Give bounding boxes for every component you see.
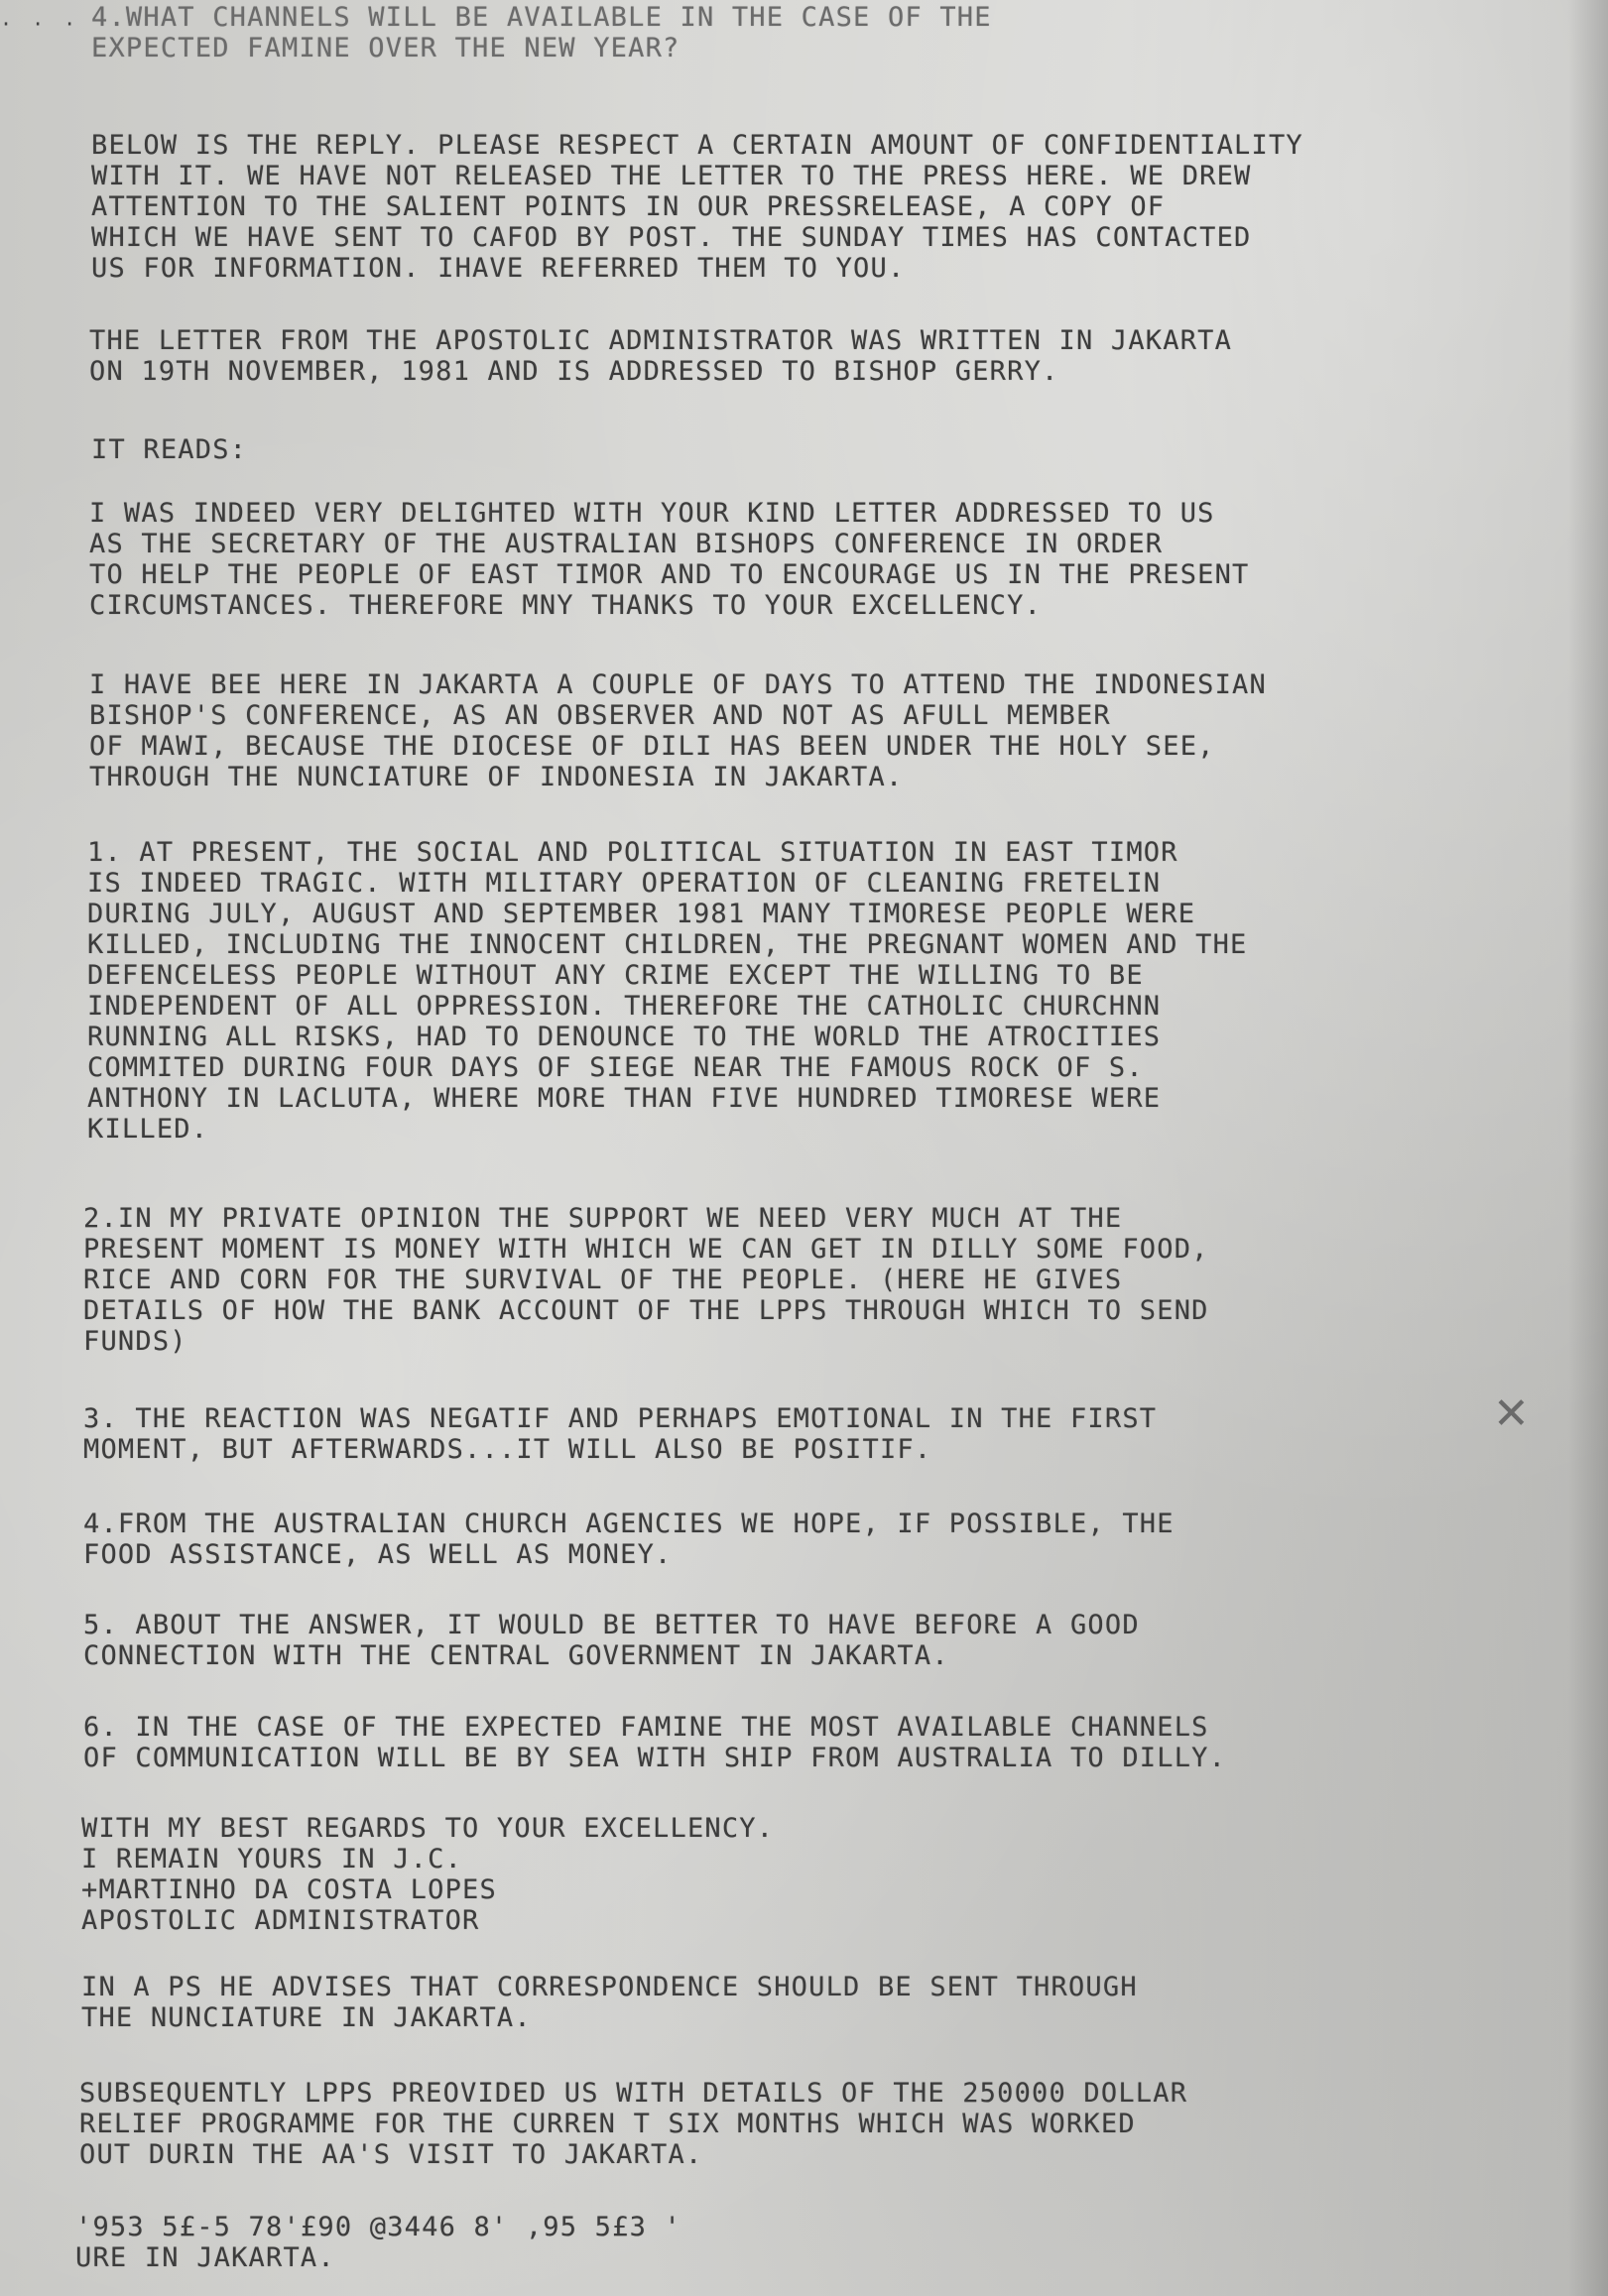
ps-paragraph: IN A PS HE ADVISES THAT CORRESPONDENCE SHOULD BE SENT THROUGH THE NUNCIATURE IN JAKARTA. xyxy=(81,1972,1138,2033)
it-reads-label: IT READS: xyxy=(91,434,248,465)
margin-dots: · · · xyxy=(0,12,80,36)
point-5-paragraph: 5. ABOUT THE ANSWER, IT WOULD BE BETTER TO HAVE BEFORE A GOOD CONNECTION WITH THE CENTRAL GOVERNMENT IN JAKARTA. xyxy=(83,1610,1140,1671)
signoff-block: WITH MY BEST REGARDS TO YOUR EXCELLENCY. I REMAIN YOURS IN J.C. +MARTINHO DA COSTA LOPES APOSTOLIC ADMINISTRATOR xyxy=(81,1813,775,1936)
subsequently-paragraph: SUBSEQUENTLY LPPS PREOVIDED US WITH DETAILS OF THE 250000 DOLLAR RELIEF PROGRAMME FOR THE CURREN T SIX MONTHS WHICH WAS WORKED OUT DURIN THE AA'S VISIT TO JAKARTA. xyxy=(79,2078,1188,2170)
letter-origin-paragraph: THE LETTER FROM THE APOSTOLIC ADMINISTRATOR WAS WRITTEN IN JAKARTA ON 19TH NOVEMBER, 1981 AND IS ADDRESSED TO BISHOP GERRY. xyxy=(89,325,1233,387)
point-6-paragraph: 6. IN THE CASE OF THE EXPECTED FAMINE THE MOST AVAILABLE CHANNELS OF COMMUNICATION WILL BE BY SEA WITH SHIP FROM AUSTRALIA TO DILLY. xyxy=(83,1712,1227,1773)
intro-paragraph: BELOW IS THE REPLY. PLEASE RESPECT A CERTAIN AMOUNT OF CONFIDENTIALITY WITH IT. WE HAVE NOT RELEASED THE LETTER TO THE PRESS HERE. WE DREW ATTENTION TO THE SALIENT POINTS IN OUR PRESSRELEASE, A COPY OF WHICH WE HAVE SENT TO CAFOD BY POST. THE SUNDAY TIMES HAS CONTACTED US FOR INFORMATION. IHAVE REFERRED THEM TO YOU. xyxy=(91,130,1303,284)
garbled-footer: '953 5£-5 78'£90 @3446 8' ,95 5£3 ' URE IN JAKARTA. xyxy=(75,2212,681,2273)
point-1-paragraph: 1. AT PRESENT, THE SOCIAL AND POLITICAL SITUATION IN EAST TIMOR IS INDEED TRAGIC. WITH MILITARY OPERATION OF CLEANING FRETELIN DURING JULY, AUGUST AND SEPTEMBER 1981 MANY TIMORESE PEOPLE WERE KILLED, INCLUDING THE INNOCENT CHILDREN, THE PREGNANT WOMEN AND THE DEFENCELESS PEOPLE WITHOUT ANY CRIME EXCEPT THE WILLING TO BE INDEPENDENT OF ALL OPPRESSION. THEREFORE THE CATHOLIC CHURCHNN RUNNING ALL RISKS, HAD TO DENOUNCE TO THE WORLD THE ATROCITIES COMMITED DURING FOUR DAYS OF SIEGE NEAR THE FAMOUS ROCK OF S. ANTHONY IN LACLUTA, WHERE MORE THAN FIVE HUNDRED TIMORESE WERE KILLED. xyxy=(87,837,1248,1145)
point-3-paragraph: 3. THE REACTION WAS NEGATIF AND PERHAPS EMOTIONAL IN THE FIRST MOMENT, BUT AFTERWARDS...IT WILL ALSO BE POSITIF. xyxy=(83,1403,1158,1465)
point-2-paragraph: 2.IN MY PRIVATE OPINION THE SUPPORT WE NEED VERY MUCH AT THE PRESENT MOMENT IS MONEY WITH WHICH WE CAN GET IN DILLY SOME FOOD, RICE AND CORN FOR THE SURVIVAL OF THE PEOPLE. (HERE HE GIVES DETAILS OF HOW THE BANK ACCOUNT OF THE LPPS THROUGH WHICH TO SEND FUNDS) xyxy=(83,1203,1209,1357)
delighted-paragraph: I WAS INDEED VERY DELIGHTED WITH YOUR KIND LETTER ADDRESSED TO US AS THE SECRETARY OF THE AUSTRALIAN BISHOPS CONFERENCE IN ORDER TO HELP THE PEOPLE OF EAST TIMOR AND TO ENCOURAGE US IN THE PRESENT CIRCUMSTANCES. THEREFORE MNY THANKS TO YOUR EXCELLENCY. xyxy=(89,498,1250,621)
point-4-paragraph: 4.FROM THE AUSTRALIAN CHURCH AGENCIES WE HOPE, IF POSSIBLE, THE FOOD ASSISTANCE, AS WELL AS MONEY. xyxy=(83,1509,1175,1570)
header-question: 4.WHAT CHANNELS WILL BE AVAILABLE IN THE CASE OF THE EXPECTED FAMINE OVER THE NEW YEAR? xyxy=(91,2,992,63)
scan-edge-shadow xyxy=(1568,0,1608,2296)
handwritten-x-mark: ✕ xyxy=(1493,1389,1530,1439)
jakarta-paragraph: I HAVE BEE HERE IN JAKARTA A COUPLE OF DAYS TO ATTEND THE INDONESIAN BISHOP'S CONFERENCE, AS AN OBSERVER AND NOT AS AFULL MEMBER OF MAWI, BECAUSE THE DIOCESE OF DILI HAS BEEN UNDER THE HOLY SEE, THROUGH THE NUNCIATURE OF INDONESIA IN JAKARTA. xyxy=(89,669,1267,792)
